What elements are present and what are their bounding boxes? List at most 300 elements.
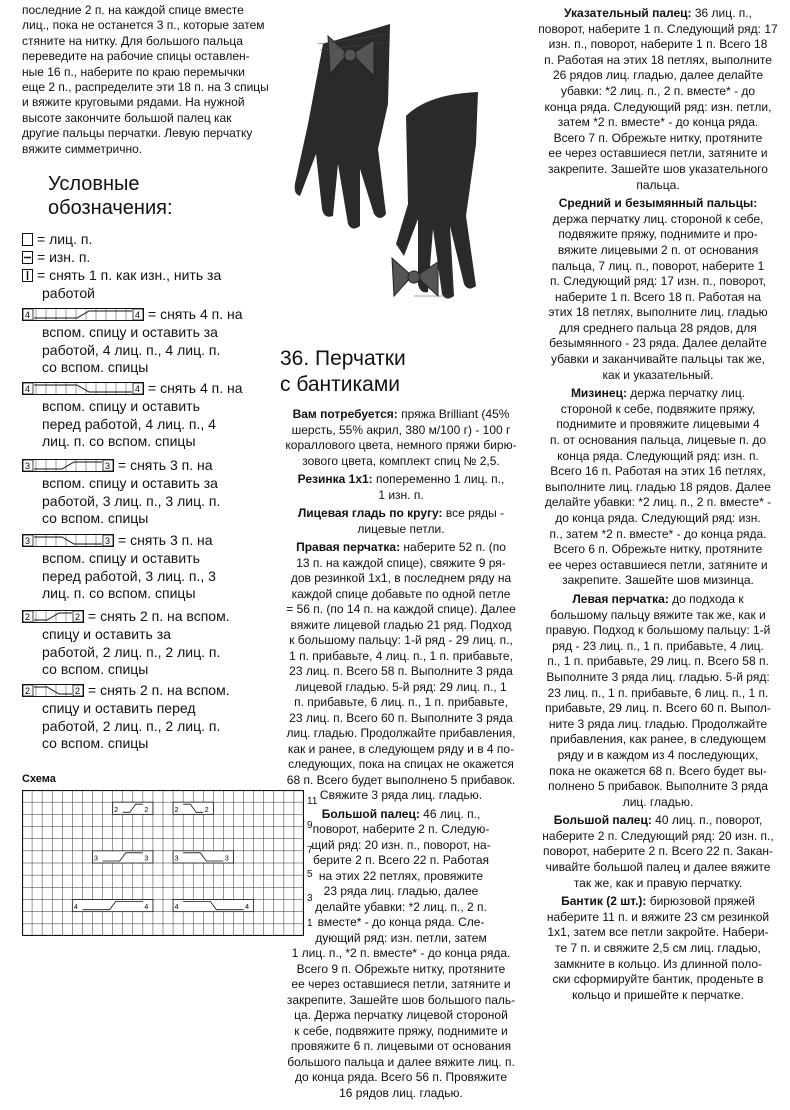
legend-item-text: = изн. п. [37, 249, 91, 265]
line-text: 23 лиц. п., 1 п. прибавьте, 6 лиц. п., 1 п. [547, 685, 769, 700]
line-text: прибавления, как ранее, в следующем [550, 732, 766, 747]
article-line [533, 402, 783, 418]
legend-item-text: = лиц. п. [37, 231, 93, 247]
article-line [533, 162, 783, 178]
scheme-row-number: 5 [307, 868, 313, 880]
legend-item-text: = снять 4 п. на [148, 380, 243, 396]
article-line [278, 1070, 524, 1086]
article-line [278, 506, 524, 522]
line-text: до конца ряда. Всего 56 п. Провяжите [294, 1070, 508, 1084]
svg-text:2: 2 [144, 806, 149, 814]
article-line [533, 988, 783, 1004]
article-line [533, 352, 783, 368]
article-line [278, 680, 524, 696]
article-line [278, 472, 524, 488]
line-text: так же, как и правую перчатку. [573, 875, 743, 890]
svg-text:3: 3 [105, 461, 111, 471]
line-text: закрепите. Зашейте шов указательного [548, 161, 768, 176]
article-line [533, 748, 783, 764]
line-text: ряду и в каждом из 4 последующих, [557, 747, 759, 762]
legend-item-text: = снять 2 п. на вспом. [88, 682, 230, 698]
scheme-row-number: 11 [307, 796, 318, 807]
article-right-column [533, 3, 783, 1003]
line-text: п., 1 п. прибавьте, 29 лиц. п. Всего 58 п. [547, 654, 769, 669]
legend-title [48, 172, 173, 220]
line-text: пальца. [636, 177, 680, 192]
article-line [278, 556, 524, 572]
line-text: наберите 2 п. Следующий ряд: 20 изн. п., [542, 828, 774, 843]
scheme-chart [22, 790, 304, 936]
article-line [533, 910, 783, 926]
line-text: берите 2 п. Всего 22 п. Работая [312, 853, 490, 867]
section-heading: Большой палец: [321, 806, 420, 821]
line-text: п., затем *2 п. вместе* - до конца ряда. [549, 526, 767, 541]
line-text: убавки: *2 лиц. п., 2 п. вместе* - до [560, 83, 756, 98]
svg-text:2: 2 [75, 686, 81, 696]
line-text: для среднего пальца 28 рядов, для [559, 320, 757, 335]
article-line [278, 1024, 524, 1040]
article-line [278, 807, 524, 823]
article-line [278, 618, 524, 634]
article-line [278, 788, 524, 804]
article-line [533, 844, 783, 860]
article-line [533, 925, 783, 941]
line-text: закрепите. Зашейте шов большого паль- [286, 992, 516, 1007]
legend-item-line: вспом. спицу и оставить [42, 549, 200, 566]
article-line [533, 717, 783, 733]
line-text: 23 лиц. п. Всего 58 п. Выполните 3 ряда [289, 664, 513, 678]
intro-line: последние 2 п. на каждой спице вместе [22, 3, 244, 17]
article-line [533, 860, 783, 876]
legend-item-line: со вспом. спицы [42, 359, 149, 376]
article-line [533, 84, 783, 100]
article-line [278, 822, 524, 838]
line-text: Свяжите 3 ряда лиц. гладью. [319, 788, 483, 802]
intro-line: стяните на нитку. Для большого пальца [22, 33, 243, 48]
legend-symbol-icon [22, 684, 84, 697]
line-text: зового цвета, комплект спиц № 2,5. [302, 453, 500, 468]
article-line [533, 449, 783, 465]
scheme-label: Схема [22, 773, 56, 785]
line-text: пока не окажется 68 п. Всего будет вы- [549, 763, 767, 778]
legend-item [22, 267, 221, 303]
legend-item [22, 231, 92, 249]
section-heading: Указательный палец: [564, 6, 692, 20]
article-line [533, 686, 783, 702]
section-heading: Средний и безымянный пальцы: [558, 196, 758, 211]
article-line [533, 243, 783, 259]
legend-item [22, 249, 90, 267]
article-line [533, 131, 783, 147]
article-line [278, 695, 524, 711]
section-heading: Бантик (2 шт.): [561, 894, 647, 909]
article-line [533, 290, 783, 306]
article-line [533, 386, 783, 402]
line-text: полнено 5 прибавок. Выполните 3 ряда [548, 779, 768, 794]
article-line [533, 608, 783, 624]
line-text: стороной к себе, подвяжите пряжу, [560, 401, 756, 416]
legend-item-line: лиц. п. со вспом. спицы [42, 433, 196, 450]
article-line [533, 146, 783, 162]
line-text: наберите 52 п. (по [400, 540, 506, 554]
line-text: 26 рядов лиц. гладью, далее делайте [552, 68, 764, 83]
article-line [533, 941, 783, 957]
line-text: к большому пальцу: 1-й ряд - 29 лиц. п., [289, 633, 513, 647]
article-line [278, 1055, 524, 1071]
line-text: ее через оставшиеся петли, затяните и [291, 977, 511, 991]
article-line [533, 433, 783, 449]
legend-symbol-icon [22, 534, 114, 547]
legend-item-line: работой, 4 лиц. п., 4 лиц. п. [42, 341, 221, 358]
article-line [533, 779, 783, 795]
article-line [533, 972, 783, 988]
article-line [278, 522, 524, 538]
article-line [278, 757, 524, 773]
line-text: те 7 п. и свяжите 2,5 см лиц. гладью, [555, 941, 761, 956]
legend-item-line: вспом. спицу и оставить за [42, 474, 218, 491]
line-text: вяжите лицевыми 2 п. от основания [557, 242, 759, 257]
intro-line: вяжите симметрично. [22, 141, 143, 156]
legend-item-line: перед работой, 3 лиц. п., 3 [42, 567, 216, 584]
line-text: каждой спице добавьте по одной петле [291, 586, 511, 601]
article-line [278, 488, 524, 504]
legend-item-line: спицу и оставить за [42, 625, 171, 642]
legend-item-line: вспом. спицу и оставить [42, 397, 200, 414]
line-text: попеременно 1 лиц. п., [372, 472, 505, 486]
legend-symbol-icon [22, 459, 114, 472]
article-line [533, 829, 783, 845]
line-text: 1 лиц. п., *2 п. вместе* - до конца ряда. [291, 946, 511, 960]
article-line [278, 962, 524, 978]
line-text: держа перчатку лиц. [626, 386, 746, 401]
legend-item-text: = снять 2 п. на вспом. [88, 608, 230, 624]
article-line [278, 900, 524, 916]
line-text: поворот, наберите 2 п. Всего 22 п. Закан- [542, 844, 773, 859]
line-text: следующих, пока на спицах не окажется [288, 757, 514, 771]
article-line [533, 305, 783, 321]
article-line [533, 115, 783, 131]
line-text: 1 п. прибавьте, 4 лиц. п., 1 п. прибавьте, [289, 648, 513, 663]
article-line [278, 915, 524, 931]
intro-text [22, 3, 272, 157]
legend-item-line: работой [42, 284, 95, 301]
article-line [278, 726, 524, 742]
line-text: кораллового цвета, немного пряжи бирю- [285, 438, 517, 452]
section-heading: Левая перчатка: [572, 591, 669, 606]
svg-text:4: 4 [25, 310, 31, 320]
section-heading: Мизинец: [570, 386, 627, 401]
line-text: наберите 1 п. Всего 18 п. Работая на [554, 289, 761, 304]
line-text: на этих 22 петлях, провяжите [318, 868, 484, 883]
article-line [533, 480, 783, 496]
legend-item [22, 532, 216, 603]
scheme-row-number: 9 [307, 820, 313, 832]
svg-text:3: 3 [94, 855, 98, 863]
svg-text:4: 4 [135, 384, 141, 394]
article-line [533, 336, 783, 352]
line-text: шерсть, 55% акрил, 380 м/100 г) - 100 г [291, 422, 511, 437]
svg-text:3: 3 [25, 536, 31, 546]
line-text: щий ряд: 20 изн. п., поворот, на- [311, 837, 491, 852]
line-text: ните 3 ряда лиц. гладью. Продолжайте [548, 716, 768, 731]
line-text: Всего 7 п. Обрежьте нитку, протяните [553, 130, 763, 145]
article-line [278, 602, 524, 618]
line-text: подвяжите пряжу, поднимите и про- [558, 227, 758, 242]
article-line [278, 853, 524, 869]
svg-text:4: 4 [144, 904, 149, 912]
line-text: бирюзовой пряжей [646, 894, 755, 909]
article-line [278, 742, 524, 758]
line-text: поворот, наберите 1 п. Следующий ряд: 17 [538, 21, 778, 36]
line-text: большому пальцу вяжите так же, как и [550, 607, 766, 622]
article-line [533, 227, 783, 243]
article-line [533, 22, 783, 38]
svg-text:3: 3 [224, 855, 229, 863]
article-line [278, 993, 524, 1009]
line-text: как и ранее, в следующем ряду и в 4 по- [287, 741, 515, 756]
line-text: 13 п. на каждой спице), свяжите 9 ря- [296, 555, 506, 570]
svg-text:4: 4 [135, 310, 141, 320]
line-text: поднимите и провяжите лицевыми 4 [556, 417, 760, 432]
article-line [278, 884, 524, 900]
line-text: до конца ряда. Следующий ряд: изн. [555, 511, 761, 525]
line-text: 68 п. Всего будет выполнено 5 прибавок. [286, 772, 516, 787]
intro-line: и вяжите круговыми рядами. На нужной [22, 95, 245, 110]
line-text: закрепите. Зашейте шов мизинца. [562, 573, 754, 588]
legend-symbol-icon [22, 269, 33, 282]
svg-text:4: 4 [174, 904, 179, 912]
svg-text:2: 2 [75, 612, 81, 622]
line-text: Всего 16 п. Работая на этих 16 петлях, [550, 464, 766, 479]
line-text: 23 ряда лиц. гладью, далее [323, 884, 479, 898]
article-line [278, 977, 524, 993]
article-line [278, 711, 524, 727]
line-text: Всего 6 п. Обрежьте нитку, протяните [553, 542, 763, 557]
article-title-line: 36. Перчатки [280, 347, 406, 370]
line-text: большого пальца и далее вяжите лиц. п. [287, 1054, 515, 1069]
article-line [533, 795, 783, 811]
article-line [533, 894, 783, 910]
article-middle-column [278, 404, 524, 1101]
scheme-row-number: 7 [307, 844, 313, 856]
legend-symbol-icon [22, 308, 144, 321]
article-line [278, 869, 524, 885]
scheme-row-number: 3 [307, 893, 313, 905]
line-text: пальца, 7 лиц. п., поворот, наберите 1 [551, 258, 765, 273]
line-text: делайте убавки: *2 лиц. п., 2 п. [315, 899, 487, 914]
line-text: этих 18 петлях, выполните лиц. гладью [548, 305, 768, 320]
legend-title-line: обозначения: [48, 197, 173, 219]
article-line [533, 542, 783, 558]
article-line [278, 423, 524, 439]
svg-text:2: 2 [25, 612, 31, 622]
article-line [533, 274, 783, 290]
article-line [278, 633, 524, 649]
svg-text:2: 2 [25, 686, 31, 696]
line-text: вяжите лицевой гладью 21 ряд. Подход [290, 617, 512, 632]
article-line [533, 511, 783, 527]
intro-line: другие пальцы перчатки. Левую перчатку [22, 126, 253, 141]
line-text: поворот, наберите 2 п. Следую- [312, 822, 490, 836]
article-line [533, 68, 783, 84]
legend-item-text: = снять 3 п. на [118, 457, 213, 473]
line-text: 1х1, затем все петли закройте. Набери- [547, 925, 769, 940]
legend-item-line: работой, 3 лиц. п., 3 лиц. п. [42, 492, 221, 509]
line-text: дующий ряд: изн. петли, затем [315, 930, 487, 945]
legend-item [22, 457, 220, 528]
line-text: провяжите 6 п. лицевыми от основания [290, 1039, 512, 1053]
line-text: ряд - 23 лиц. п., 1 п. прибавьте, 4 лиц. [552, 638, 764, 653]
line-text: п. Работая на этих 18 петлях, выполните [544, 52, 772, 67]
intro-line: переведите на рабочие спицы оставлен- [22, 49, 250, 64]
legend-item-line: со вспом. спицы [42, 735, 149, 752]
article-line [533, 417, 783, 433]
legend-symbol-icon [22, 233, 33, 246]
intro-line: высоте закончите большой палец как [22, 110, 232, 125]
article-line [533, 654, 783, 670]
legend-item [22, 682, 230, 753]
line-text: кольцо и пришейте к перчатке. [572, 987, 744, 1002]
svg-text:2: 2 [114, 806, 119, 814]
legend-symbol-icon [22, 610, 84, 623]
article-line [533, 100, 783, 116]
line-text: как и указательный. [602, 367, 714, 382]
intro-line: ные 16 п., наберите по краю перемычки [22, 64, 245, 79]
line-text: вместе* - до конца ряда. Сле- [317, 915, 485, 929]
svg-text:4: 4 [245, 904, 249, 912]
svg-text:2: 2 [204, 806, 209, 814]
article-line [278, 454, 524, 470]
svg-text:2: 2 [174, 806, 179, 814]
article-line [533, 573, 783, 589]
svg-text:4: 4 [73, 904, 78, 912]
article-title [280, 346, 406, 398]
article-line [533, 623, 783, 639]
line-text: ца. Держа перчатку лицевой стороной [294, 1008, 508, 1022]
line-text: Выполните 3 ряда лиц. гладью. 5-й ряд: [546, 669, 770, 684]
svg-text:3: 3 [144, 855, 149, 863]
line-text: = 56 п. (по 14 п. на каждой спице). Далее [286, 602, 516, 616]
article-line [278, 664, 524, 680]
line-text: пряжа Brilliant (45% [397, 407, 510, 421]
article-line [278, 773, 524, 789]
article-line [533, 876, 783, 892]
svg-text:3: 3 [25, 461, 31, 471]
article-line [533, 53, 783, 69]
line-text: лицевые петли. [357, 521, 445, 536]
line-text: убавки и заканчивайте пальцы так же, [551, 352, 765, 367]
article-line [533, 639, 783, 655]
section-heading: Вам потребуется: [292, 407, 398, 421]
line-text: чивайте большой палец и далее вяжите [545, 860, 771, 875]
legend-item-text: = снять 1 п. как изн., нить за [37, 267, 222, 283]
article-line [278, 649, 524, 665]
article-line [278, 946, 524, 962]
line-text: правую. Подход к большому пальцу: 1-й [545, 623, 771, 638]
legend-item-line: перед работой, 4 лиц. п., 4 [42, 415, 216, 432]
svg-text:4: 4 [25, 384, 31, 394]
legend-title-line: Условные [48, 173, 140, 195]
line-text: ее через оставшиеся петли, затяните и [548, 557, 768, 572]
legend-symbol-icon [22, 382, 144, 395]
article-line [533, 464, 783, 480]
section-heading: Лицевая гладь по кругу: [297, 506, 443, 520]
article-line [533, 558, 783, 574]
line-text: п. от основания пальца, лицевые п. до [549, 433, 767, 448]
article-line [533, 368, 783, 384]
article-line [533, 321, 783, 337]
article-line [278, 587, 524, 603]
line-text: дов резинкой 1х1, в последнем ряду на [290, 571, 512, 585]
line-text: 46 лиц. п., [419, 806, 481, 821]
line-text: ее через оставшиеся петли, затяните и [548, 146, 768, 161]
legend-item-line: работой, 2 лиц. п., 2 лиц. п. [42, 717, 221, 734]
article-line [278, 1039, 524, 1055]
line-text: п. Следующий ряд: 17 изн. п., поворот, [550, 274, 766, 289]
intro-line: лиц., пока не останется 3 п., которые затем [22, 18, 265, 33]
article-line [278, 571, 524, 587]
legend-item-line: со вспом. спицы [42, 661, 149, 678]
line-text: прибавьте, 29 лиц. п. Всего 60 п. Выпол- [545, 701, 771, 716]
legend-item-line: спицу и оставить перед [42, 699, 196, 716]
line-text: безымянного - 23 ряда. Далее делайте [549, 336, 767, 351]
gloves-photo [278, 4, 518, 339]
line-text: все ряды - [442, 506, 505, 520]
line-text: конца ряда. Следующий ряд: изн. п. [557, 448, 759, 463]
article-line [533, 6, 783, 22]
article-line [278, 438, 524, 454]
article-line [533, 178, 783, 194]
line-text: затем *2 п. вместе* - до конца ряда. [557, 115, 759, 130]
article-line [278, 540, 524, 556]
scheme-row-number: 1 [307, 917, 313, 929]
legend-item-text: = снять 3 п. на [118, 532, 213, 548]
article-line [533, 37, 783, 53]
legend-item [22, 608, 230, 679]
line-text: лиц. гладью. Продолжайте прибавления, [286, 726, 516, 740]
line-text: лиц. гладью. [622, 794, 694, 809]
legend-item-line: работой, 2 лиц. п., 2 лиц. п. [42, 643, 221, 660]
line-text: до подхода к [668, 591, 744, 606]
line-text: 36 лиц. п., [691, 6, 752, 20]
article-line [533, 957, 783, 973]
article-line [533, 813, 783, 829]
article-line [278, 1008, 524, 1024]
line-text: изн. п., поворот, наберите 1 п. Всего 18 [548, 37, 768, 52]
article-line [533, 592, 783, 608]
legend-item-text: = снять 4 п. на [148, 306, 243, 322]
article-line [533, 495, 783, 511]
legend-item-line: вспом. спицу и оставить за [42, 323, 218, 340]
line-text: наберите 11 п. и вяжите 23 см резинкой [546, 909, 770, 924]
section-heading: Резинка 1х1: [297, 472, 373, 486]
line-text: 23 лиц. п. Всего 60 п. Выполните 3 ряда [289, 710, 513, 725]
legend-symbol-icon [22, 251, 33, 264]
intro-line: еще 2 п., распределите эти 18 п. на 3 спицы [22, 80, 269, 95]
legend-item [22, 306, 243, 377]
article-line [533, 196, 783, 212]
section-heading: Правая перчатка: [296, 540, 401, 554]
line-text: лицевой гладью. 5-й ряд: 29 лиц. п., 1 [295, 679, 507, 694]
line-text: делайте убавки: *2 лиц. п., 2 п. вместе* - [544, 495, 772, 510]
line-text: 16 рядов лиц. гладью. [339, 1085, 463, 1100]
article-line [278, 931, 524, 947]
line-text: выполните лиц. гладью 18 рядов. Далее [545, 479, 771, 494]
legend-item-line: лиц. п. со вспом. спицы [42, 585, 196, 602]
svg-text:3: 3 [174, 855, 179, 863]
article-line [278, 838, 524, 854]
line-text: 1 изн. п. [378, 487, 424, 502]
